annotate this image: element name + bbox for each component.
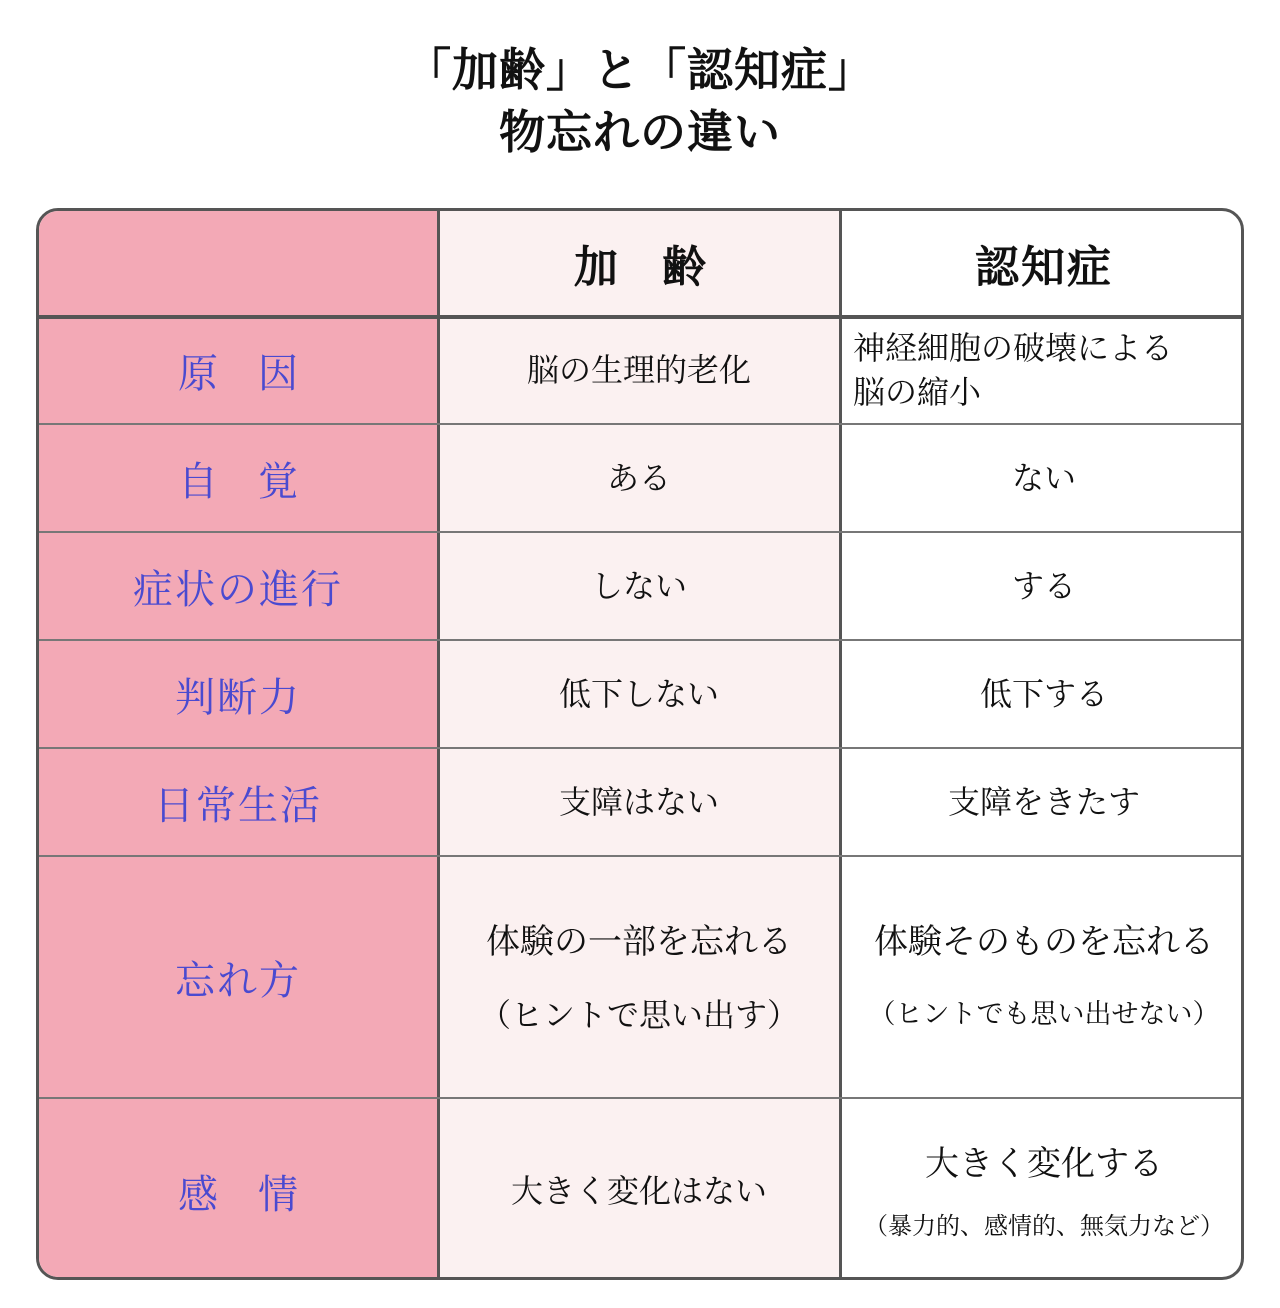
cell-text: （ヒントでも思い出せない） (868, 999, 1220, 1030)
cell-text: 体験の一部を忘れる (485, 922, 792, 962)
page-title-line1: 「加齢」と「認知症」 (405, 43, 875, 97)
cell-text: （暴力的、感情的、無気力など） (864, 1212, 1224, 1240)
row-label-emotion (39, 1099, 437, 1280)
header-dementia-label: 認知症 (975, 242, 1113, 293)
row-label-text: 原因 (178, 350, 338, 397)
comparison-table (36, 208, 1244, 1280)
cell-dementia-progression: する (1011, 567, 1076, 605)
cell-text: 体験そのものを忘れる (874, 922, 1214, 962)
cell-text: （ヒントで思い出す） (478, 996, 799, 1034)
cell-aging-progression: しない (590, 567, 687, 605)
cell-dementia-forgetting (841, 857, 1244, 1097)
row-label-daily-life (39, 749, 437, 855)
cell-aging-daily-life: 支障はない (558, 783, 719, 821)
row-label-text: 感情 (178, 1171, 338, 1218)
row-label-text: 忘れ方 (175, 957, 301, 1004)
row-label-text: 日常生活 (154, 782, 322, 829)
cell-text: 脳の縮小 (853, 373, 982, 411)
row-label-text: 症状の進行 (133, 566, 343, 613)
row-label-awareness (39, 425, 437, 531)
cell-aging-judgment: 低下しない (558, 675, 719, 713)
cell-aging-emotion: 大きく変化はない (510, 1172, 767, 1210)
row-label-text: 自覚 (178, 458, 338, 505)
cell-dementia-judgment: 低下する (979, 675, 1108, 713)
cell-aging-cause: 脳の生理的老化 (526, 351, 751, 389)
row-label-judgment (39, 641, 437, 747)
header-aging-label: 加齢 (574, 242, 750, 293)
row-label-cause (39, 317, 437, 423)
cell-text: 大きく変化する (925, 1144, 1163, 1184)
cell-dementia-awareness: ない (1011, 459, 1076, 497)
cell-dementia-emotion (841, 1099, 1244, 1280)
page-title-line2: 物忘れの違い (499, 105, 781, 159)
cell-aging-forgetting (439, 857, 839, 1097)
row-label-forgetting (39, 857, 437, 1097)
cell-text: 神経細胞の破壊による (853, 329, 1174, 367)
cell-dementia-daily-life: 支障をきたす (947, 783, 1140, 821)
cell-dementia-cause (841, 317, 1244, 423)
row-label-text: 判断力 (175, 674, 301, 721)
header-aging (439, 211, 841, 315)
cell-aging-awareness: ある (606, 459, 671, 497)
row-label-progression (39, 533, 437, 639)
header-dementia (841, 211, 1244, 315)
